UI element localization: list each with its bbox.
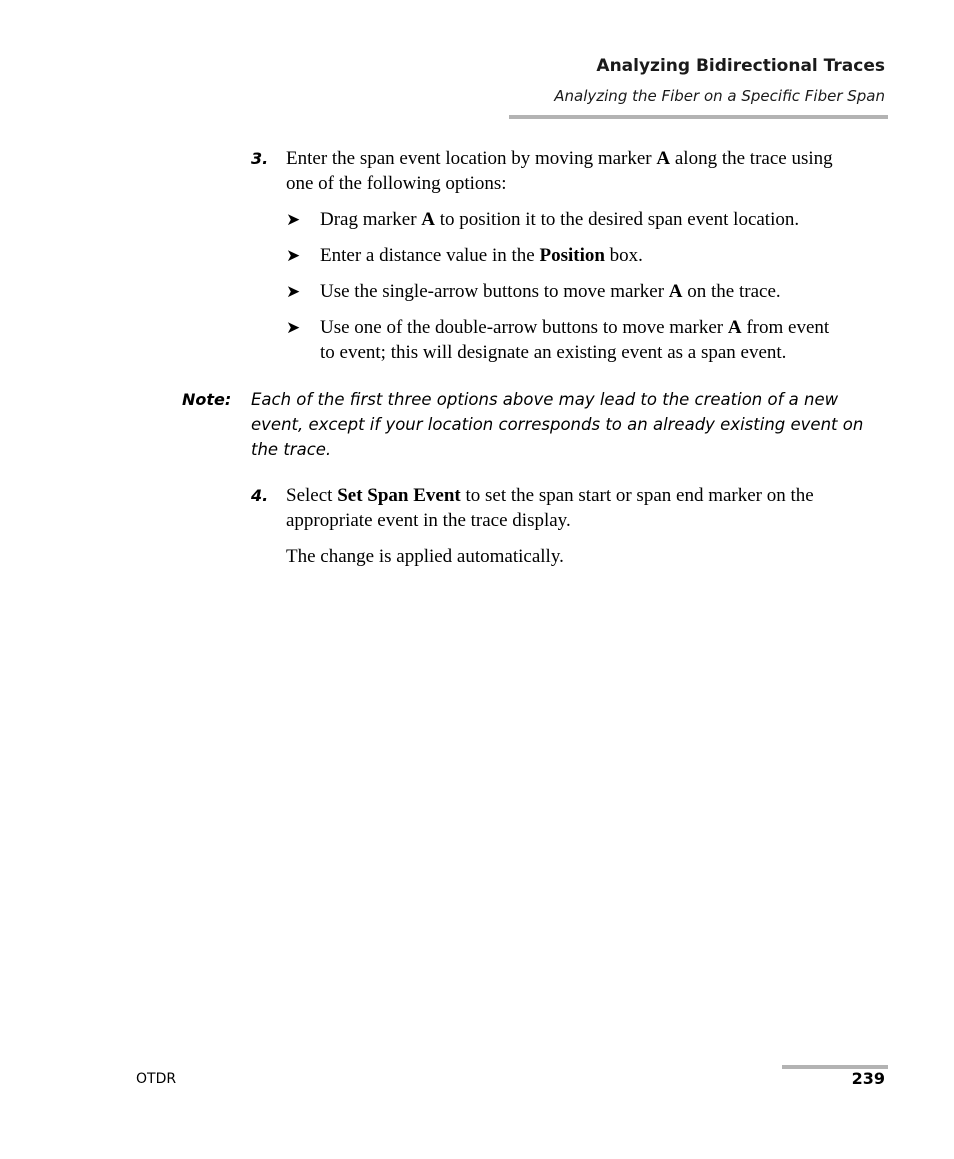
bullet-arrow-icon: ➤ bbox=[286, 318, 301, 338]
bullet-item: Use one of the double-arrow buttons to move marker A from event bbox=[320, 317, 830, 338]
header-rule bbox=[509, 115, 888, 119]
bullet-arrow-icon: ➤ bbox=[286, 210, 301, 230]
step-result: The change is applied automatically. bbox=[286, 546, 564, 567]
bullet-item: Drag marker A to position it to the desired span event location. bbox=[320, 209, 800, 230]
note-line: event, except if your location corresponds to an already existing event on bbox=[251, 415, 864, 434]
note-line: Each of the first three options above may lead to the creation of a new bbox=[251, 390, 839, 409]
chapter-title: Analyzing Bidirectional Traces bbox=[596, 56, 885, 76]
note-label: Note: bbox=[182, 390, 232, 409]
step-number: 4. bbox=[251, 486, 269, 505]
step-text: Enter the span event location by moving marker A along the trace using bbox=[286, 148, 833, 169]
bullet-arrow-icon: ➤ bbox=[286, 282, 301, 302]
step-text-line2: one of the following options: bbox=[286, 173, 507, 194]
step-number: 3. bbox=[251, 149, 269, 168]
bullet-item: Use the single-arrow buttons to move marker A on the trace. bbox=[320, 281, 781, 302]
note-line: the trace. bbox=[251, 440, 332, 459]
section-title: Analyzing the Fiber on a Specific Fiber Span bbox=[554, 87, 885, 105]
step-text: Select Set Span Event to set the span start or span end marker on the bbox=[286, 485, 814, 506]
step-text-line2: appropriate event in the trace display. bbox=[286, 510, 571, 531]
bullet-item: Enter a distance value in the Position box. bbox=[320, 245, 643, 266]
page-number: 239 bbox=[851, 1069, 885, 1088]
bullet-arrow-icon: ➤ bbox=[286, 246, 301, 266]
bullet-item-line2: to event; this will designate an existing event as a span event. bbox=[320, 342, 787, 363]
product-name: OTDR bbox=[136, 1071, 177, 1087]
